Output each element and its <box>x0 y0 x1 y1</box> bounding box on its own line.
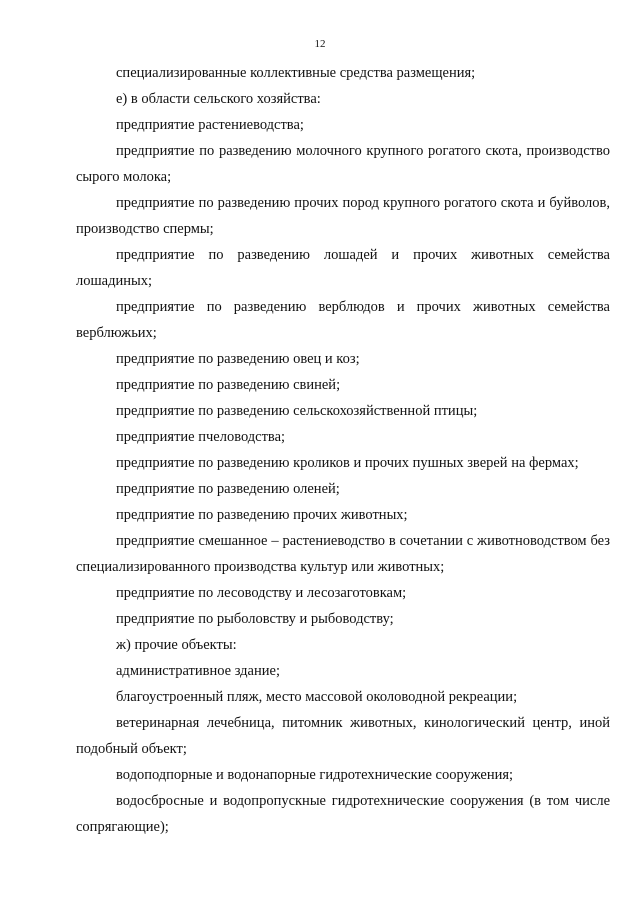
paragraph: предприятие смешанное – растениеводство в сочетании с животноводством без специализированного производства культур или животных; <box>76 533 610 575</box>
paragraph: предприятие по разведению прочих животных; <box>116 507 408 523</box>
paragraph: предприятие пчеловодства; <box>116 429 286 445</box>
paragraph: предприятие по разведению прочих пород крупного рогатого скота и буйволов, производство спермы; <box>76 195 610 237</box>
section-heading: е) в области сельского хозяйства: <box>116 91 321 107</box>
paragraph: водосбросные и водопропускные гидротехнические сооружения (в том числе сопрягающие); <box>76 793 610 835</box>
paragraph: предприятие по разведению оленей; <box>116 481 340 497</box>
paragraph: предприятие по разведению свиней; <box>116 377 341 393</box>
paragraph: предприятие по рыболовству и рыбоводству; <box>116 611 394 627</box>
paragraph: предприятие по разведению молочного крупного рогатого скота, производство сырого молока; <box>76 143 610 185</box>
paragraph: предприятие растениеводства; <box>116 117 304 133</box>
paragraph: предприятие по разведению верблюдов и прочих животных семейства верблюжьих; <box>76 299 610 341</box>
paragraph: предприятие по лесоводству и лесозаготовкам; <box>116 585 407 601</box>
paragraph: специализированные коллективные средства размещения; <box>116 65 476 81</box>
paragraph: благоустроенный пляж, место массовой околоводной рекреации; <box>116 689 518 705</box>
paragraph: ветеринарная лечебница, питомник животных, кинологический центр, иной подобный объект; <box>76 715 610 757</box>
paragraph: предприятие по разведению овец и коз; <box>116 351 360 367</box>
paragraph: предприятие по разведению лошадей и прочих животных семейства лошадиных; <box>76 247 610 289</box>
paragraph: предприятие по разведению кроликов и прочих пушных зверей на фермах; <box>116 455 579 471</box>
paragraph: водоподпорные и водонапорные гидротехнические сооружения; <box>116 767 514 783</box>
document-body <box>76 60 610 840</box>
page-number: 12 <box>314 38 326 50</box>
paragraph: административное здание; <box>116 663 280 679</box>
section-heading: ж) прочие объекты: <box>116 637 237 653</box>
paragraph: предприятие по разведению сельскохозяйственной птицы; <box>116 403 478 419</box>
